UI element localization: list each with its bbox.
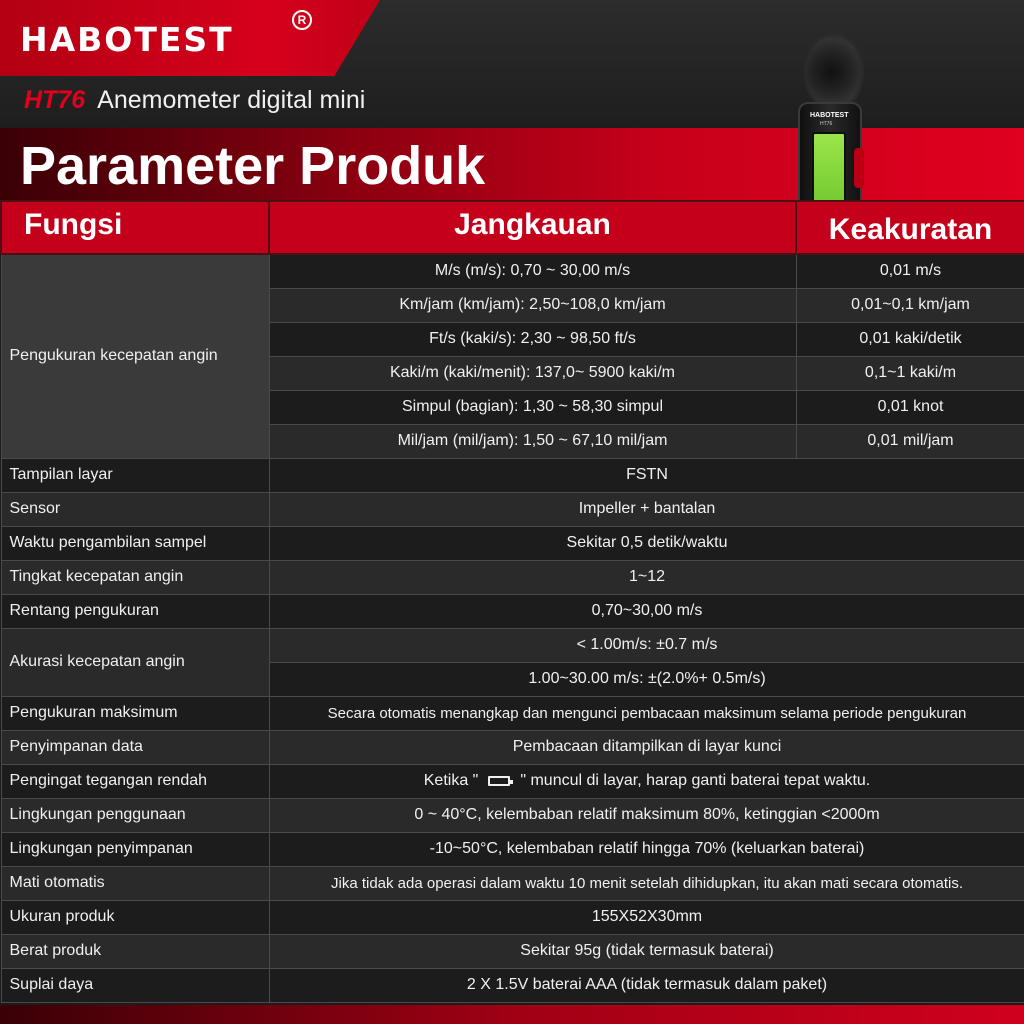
row-value: 2 X 1.5V baterai AAA (tidak termasuk dalam paket) [269,968,1024,1002]
row-label: Tingkat kecepatan angin [1,560,269,594]
table-row [1,764,1024,798]
device-side-button [854,148,864,188]
brand-logo: HABOTEST [20,20,234,59]
registered-mark-icon: R [292,10,312,30]
accuracy-cell: 0,01 knot [796,390,1024,424]
product-name: Anemometer digital mini [97,86,366,114]
page-title: Parameter Produk [20,136,486,196]
table-row [1,560,1024,594]
table-row [1,594,1024,628]
row-value: < 1.00m/s: ±0.7 m/s [269,628,1024,662]
row-value: 1~12 [269,560,1024,594]
row-label: Suplai daya [1,968,269,1002]
table-row [1,968,1024,1002]
device-brand: HABOTEST [810,112,849,119]
table-row [1,526,1024,560]
row-label: Pengukuran kecepatan angin [1,254,269,458]
row-label: Ukuran produk [1,900,269,934]
low-battery-icon [488,776,510,786]
table-header-row [1,201,1024,254]
row-label: Penyimpanan data [1,730,269,764]
row-label: Berat produk [1,934,269,968]
header-accuracy: Keakuratan [796,201,1024,254]
row-label: Rentang pengukuran [1,594,269,628]
row-value: Jika tidak ada operasi dalam waktu 10 menit setelah dihidupkan, itu akan mati secara otomatis. [269,866,1024,900]
row-label: Pengukuran maksimum [1,696,269,730]
row-value: FSTN [269,458,1024,492]
table-row [1,254,1024,288]
row-value: Secara otomatis menangkap dan mengunci pembacaan maksimum selama periode pengukuran [269,696,1024,730]
row-label: Mati otomatis [1,866,269,900]
header [0,0,1024,200]
parameter-table [0,200,1024,1003]
range-cell: Simpul (bagian): 1,30 ~ 58,30 simpul [269,390,796,424]
row-label: Tampilan layar [1,458,269,492]
header-range: Jangkauan [269,201,796,254]
range-cell: Km/jam (km/jam): 2,50~108,0 km/jam [269,288,796,322]
row-value: Impeller + bantalan [269,492,1024,526]
row-value [269,764,1024,798]
accuracy-cell: 0,01~0,1 km/jam [796,288,1024,322]
row-value: 1.00~30.00 m/s: ±(2.0%+ 0.5m/s) [269,662,1024,696]
row-label: Sensor [1,492,269,526]
table-row [1,900,1024,934]
table-row [1,628,1024,662]
impeller-icon [804,32,864,112]
bottom-accent-strip [0,1005,1024,1024]
row-value: 155X52X30mm [269,900,1024,934]
row-label: Lingkungan penyimpanan [1,832,269,866]
row-label: Waktu pengambilan sampel [1,526,269,560]
range-cell: Ft/s (kaki/s): 2,30 ~ 98,50 ft/s [269,322,796,356]
low-voltage-text-after: " muncul di layar, harap ganti baterai tepat waktu. [520,772,871,789]
table-row [1,866,1024,900]
table-row [1,696,1024,730]
accuracy-cell: 0,01 m/s [796,254,1024,288]
device-screen [812,132,846,200]
row-value: 0,70~30,00 m/s [269,594,1024,628]
table-row [1,730,1024,764]
row-label: Lingkungan penggunaan [1,798,269,832]
row-value: -10~50°C, kelembaban relatif hingga 70% (keluarkan baterai) [269,832,1024,866]
table-row [1,492,1024,526]
low-voltage-text-before: Ketika " [423,772,479,789]
table-row [1,798,1024,832]
range-cell: Mil/jam (mil/jam): 1,50 ~ 67,10 mil/jam [269,424,796,458]
table-row [1,458,1024,492]
accuracy-cell: 0,1~1 kaki/m [796,356,1024,390]
header-function: Fungsi [1,201,269,254]
range-cell: Kaki/m (kaki/menit): 137,0~ 5900 kaki/m [269,356,796,390]
table-row [1,832,1024,866]
range-cell: M/s (m/s): 0,70 ~ 30,00 m/s [269,254,796,288]
accuracy-cell: 0,01 mil/jam [796,424,1024,458]
anemometer-device-image [776,20,886,200]
row-value: Sekitar 95g (tidak termasuk baterai) [269,934,1024,968]
product-line [24,86,365,115]
row-value: Sekitar 0,5 detik/waktu [269,526,1024,560]
row-label: Pengingat tegangan rendah [1,764,269,798]
table-row [1,934,1024,968]
row-value: 0 ~ 40°C, kelembaban relatif maksimum 80%, ketinggian <2000m [269,798,1024,832]
row-value: Pembacaan ditampilkan di layar kunci [269,730,1024,764]
device-model: HT76 [820,121,833,127]
accuracy-cell: 0,01 kaki/detik [796,322,1024,356]
row-label: Akurasi kecepatan angin [1,628,269,696]
product-model: HT76 [24,86,86,114]
